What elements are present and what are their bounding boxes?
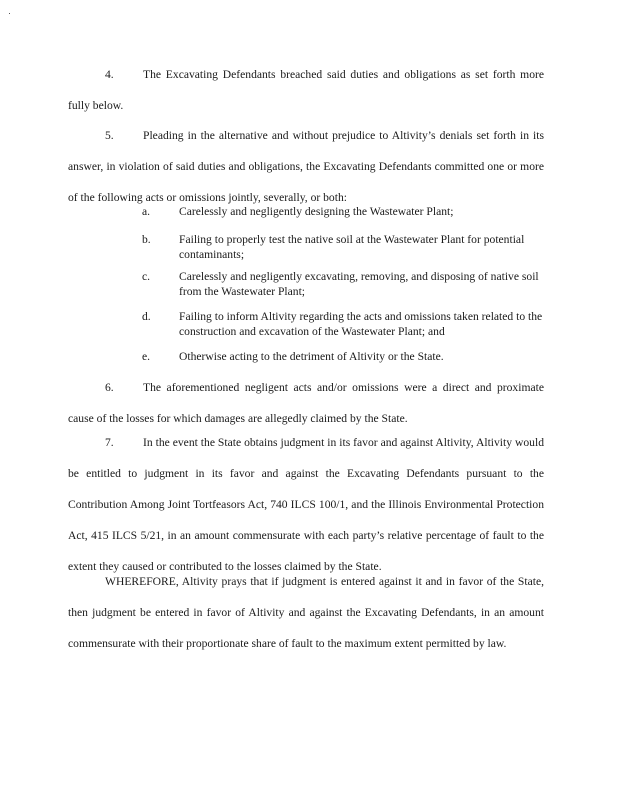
paragraph-4 xyxy=(68,59,544,121)
wherefore-clause xyxy=(68,566,544,659)
paragraph-number: 4. xyxy=(105,68,114,81)
list-text: Carelessly and negligently excavating, removing, and disposing of native soil from the Wastewater Plant; xyxy=(179,270,539,298)
list-letter: b. xyxy=(142,233,151,246)
list-text: Carelessly and negligently designing the Wastewater Plant; xyxy=(179,205,454,218)
paragraph-text: The aforementioned negligent acts and/or omissions were a direct and proximate cause of the losses for which damages are allegedly claimed by the State. xyxy=(68,381,544,425)
list-text: Failing to inform Altivity regarding the acts and omissions taken related to the construction and excavation of the Wastewater Plant; and xyxy=(179,310,543,338)
list-letter: d. xyxy=(142,310,151,323)
paragraph-text: In the event the State obtains judgment in its favor and against Altivity, Altivity would be entitled to judgment in its favor and against the Excavating Defendants pursuant to the Contribution Among Joint Tortfeasors Act, 740 ILCS 100/1, and the Illinois Environmental Protection Act, 415 ILCS 5/21, in an amount commensurate with each party’s relative percentage of fault to the extent they caused or contributed to the losses claimed by the State. xyxy=(68,436,544,573)
paragraph-7 xyxy=(68,427,544,582)
scan-speck xyxy=(9,13,10,14)
paragraph-text: The Excavating Defendants breached said duties and obligations as set forth more fully below. xyxy=(68,68,544,112)
paragraph-number: 6. xyxy=(105,381,114,394)
paragraph-number: 5. xyxy=(105,129,114,142)
list-letter: a. xyxy=(142,205,151,218)
paragraph-6 xyxy=(68,372,544,434)
list-text: Otherwise acting to the detriment of Altivity or the State. xyxy=(179,350,444,363)
paragraph-text: Pleading in the alternative and without prejudice to Altivity’s denials set forth in its answer, in violation of said duties and obligations, the Excavating Defendants committed one or more of the following acts or omissions jointly, severally, or both: xyxy=(68,129,544,204)
paragraph-5 xyxy=(68,120,544,213)
paragraph-number: 7. xyxy=(105,436,114,449)
list-letter: c. xyxy=(142,270,151,283)
wherefore-text: WHEREFORE, Altivity prays that if judgment is entered against it and in favor of the State, then judgment be entered in favor of Altivity and against the Excavating Defendants, in an amount commensurate with their proportionate share of fault to the maximum extent permitted by law. xyxy=(68,575,544,650)
list-text: Failing to properly test the native soil at the Wastewater Plant for potential contaminants; xyxy=(179,233,525,261)
list-letter: e. xyxy=(142,350,151,363)
